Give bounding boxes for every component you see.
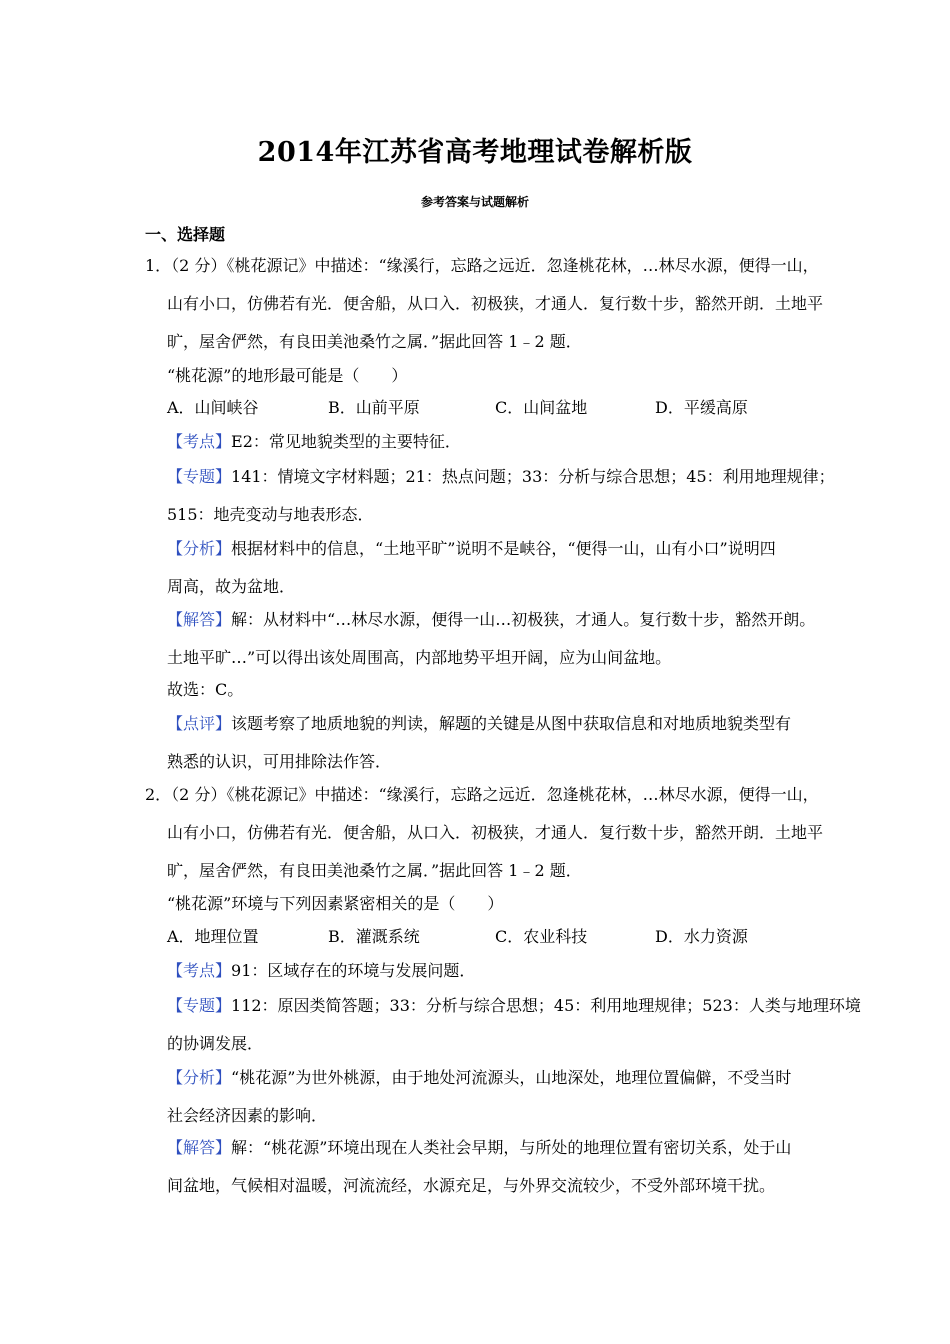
tag-jieda: 【解答】 — [167, 1138, 232, 1157]
tag-kaodian: 【考点】 — [167, 961, 232, 980]
q2-jieda-cont: 间盆地，气候相对温暖，河流流经，水源充足，与外界交流较少，不受外部环境干扰。 — [167, 1176, 776, 1195]
q1-zhuanti: 【专题】141：情境文字材料题；21：热点问题；33：分析与综合思想；45：利用地理规律； — [167, 467, 835, 486]
tag-fenxi: 【分析】 — [167, 539, 232, 558]
q1-answer: 故选：C。 — [167, 680, 244, 699]
q1-jieda-cont: 土地平旷…”可以得出该处周围高，内部地势平坦开阔，应为山间盆地。 — [167, 648, 672, 667]
option-c: C．山间盆地 — [495, 398, 588, 417]
q2-zhuanti: 【专题】112：原因类简答题；33：分析与综合思想；45：利用地理规律；523：人类与地理环境 — [167, 996, 861, 1015]
q2-kaodian: 【考点】91：区域存在的环境与发展问题． — [167, 961, 476, 980]
q1-stem-line: 1．（2 分）《桃花源记》中描述：“缘溪行，忘路之远近．忽逢桃花林，…林尽水源，便得一山， — [145, 256, 819, 275]
option-b: B．山前平原 — [328, 398, 420, 417]
q2-stem-line: 旷，屋舍俨然，有良田美池桑竹之属．”据此回答 1﹣2 题． — [167, 861, 582, 880]
q1-stem-line: 山有小口，仿佛若有光．便舍船，从口入．初极狭，才通人．复行数十步，豁然开朗．土地平 — [167, 294, 824, 313]
q2-fenxi-cont: 社会经济因素的影响． — [167, 1106, 328, 1125]
option-b: B．灌溉系统 — [328, 927, 420, 946]
tag-jieda: 【解答】 — [167, 610, 232, 629]
document-subtitle: 参考答案与试题解析 — [420, 195, 529, 209]
tag-kaodian: 【考点】 — [167, 432, 232, 451]
option-d: D．平缓高原 — [655, 398, 748, 417]
q1-kaodian: 【考点】E2：常见地貌类型的主要特征． — [167, 432, 461, 451]
tag-dianping: 【点评】 — [167, 714, 232, 733]
q1-dianping: 【点评】该题考察了地质地貌的判读，解题的关键是从图中获取信息和对地质地貌类型有 — [167, 714, 792, 733]
tag-zhuanti: 【专题】 — [167, 996, 232, 1015]
q1-dianping-cont: 熟悉的认识，可用排除法作答． — [167, 752, 392, 771]
document-title: 2014年江苏省高考地理试卷解析版 — [257, 137, 693, 168]
q1-jieda: 【解答】解：从材料中“…林尽水源，便得一山…初极狭，才通人。复行数十步，豁然开朗。 — [167, 610, 816, 629]
option-d: D．水力资源 — [655, 927, 748, 946]
option-a: A．地理位置 — [167, 927, 259, 946]
q2-stem-line: 2．（2 分）《桃花源记》中描述：“缘溪行，忘路之远近．忽逢桃花林，…林尽水源，便得一山， — [145, 785, 819, 804]
q1-fenxi-cont: 周高，故为盆地． — [167, 577, 296, 596]
tag-zhuanti: 【专题】 — [167, 467, 232, 486]
q2-zhuanti-cont: 的协调发展． — [167, 1034, 264, 1053]
q2-jieda: 【解答】解：“桃花源”环境出现在人类社会早期，与所处的地理位置有密切关系，处于山 — [167, 1138, 792, 1157]
section-heading: 一、选择题 — [145, 225, 226, 244]
q1-stem-line: 旷，屋舍俨然，有良田美池桑竹之属．”据此回答 1﹣2 题． — [167, 332, 582, 351]
q1-fenxi: 【分析】根据材料中的信息，“土地平旷”说明不是峡谷，“便得一山，山有小口”说明四 — [167, 539, 776, 558]
q1-question: “桃花源”的地形最可能是（ ） — [167, 366, 408, 385]
option-c: C．农业科技 — [495, 927, 588, 946]
q2-fenxi: 【分析】“桃花源”为世外桃源，由于地处河流源头，山地深处，地理位置偏僻，不受当时 — [167, 1068, 792, 1087]
q2-stem-line: 山有小口，仿佛若有光．便舍船，从口入．初极狭，才通人．复行数十步，豁然开朗．土地平 — [167, 823, 824, 842]
q1-zhuanti-cont: 515：地壳变动与地表形态． — [167, 505, 374, 524]
tag-fenxi: 【分析】 — [167, 1068, 232, 1087]
option-a: A．山间峡谷 — [167, 398, 259, 417]
q2-question: “桃花源”环境与下列因素紧密相关的是（ ） — [167, 894, 504, 913]
